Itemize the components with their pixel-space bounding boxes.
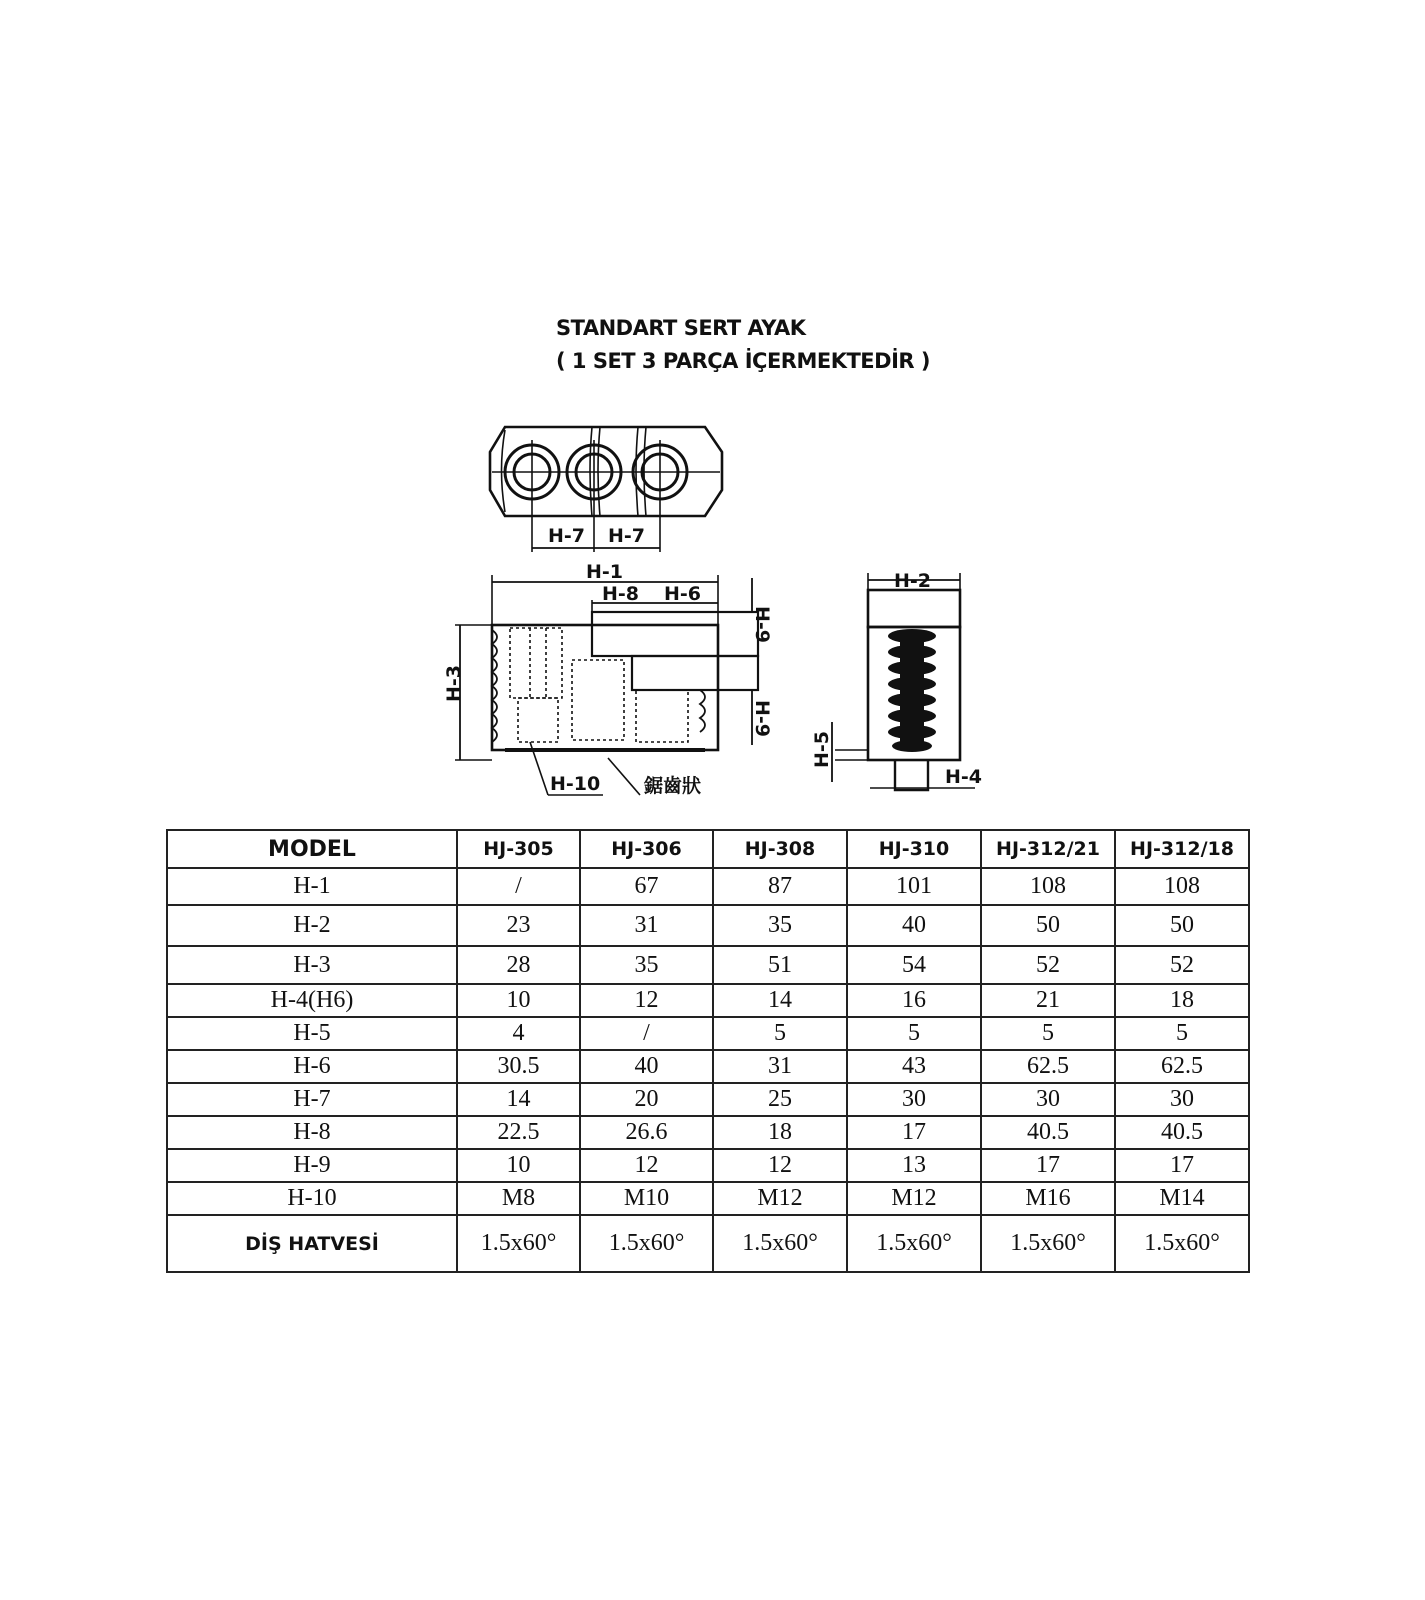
table-cell: 35 [713,905,847,946]
side-view [455,575,758,795]
table-cell: 12 [580,984,713,1017]
header-cell: MODEL [167,830,457,868]
table-row [167,946,1249,984]
label-h4: H-4 [945,766,983,788]
row-label: H-1 [167,868,457,905]
table-cell: 17 [981,1149,1115,1182]
label-h3: H-3 [443,664,465,702]
table-cell: 12 [713,1149,847,1182]
table-cell: 12 [580,1149,713,1182]
table-cell: 5 [713,1017,847,1050]
label-h6: H-6 [664,583,702,605]
table-cell: 50 [981,905,1115,946]
table-cell: 5 [1115,1017,1249,1050]
table-cell: 23 [457,905,580,946]
table-cell: 62.5 [1115,1050,1249,1083]
label-h9-a: H-9 [751,606,773,644]
table-cell: 30 [847,1083,981,1116]
table-cell: 26.6 [580,1116,713,1149]
table-cell: 30.5 [457,1050,580,1083]
table-cell: 40 [580,1050,713,1083]
table-row [167,1050,1249,1083]
row-label: H-4(H6) [167,984,457,1017]
table-cell: 18 [1115,984,1249,1017]
table-cell: 1.5x60° [580,1215,713,1272]
table-row [167,1116,1249,1149]
row-label: H-3 [167,946,457,984]
row-label: H-10 [167,1182,457,1215]
table-cell: 101 [847,868,981,905]
table-cell: 62.5 [981,1050,1115,1083]
table-cell: 30 [1115,1083,1249,1116]
header-cell: HJ-305 [457,830,580,868]
label-h7-b: H-7 [608,525,646,547]
table-cell: 108 [1115,868,1249,905]
table-cell: 108 [981,868,1115,905]
table-cell: 40.5 [981,1116,1115,1149]
table-cell: 35 [580,946,713,984]
table-cell: 14 [713,984,847,1017]
top-view [490,427,722,552]
table-row [167,905,1249,946]
table-row [167,1215,1249,1272]
title-line-2: ( 1 SET 3 PARÇA İÇERMEKTEDİR ) [556,349,930,373]
table-cell: 30 [981,1083,1115,1116]
table-cell: 43 [847,1050,981,1083]
table-row [167,1083,1249,1116]
table-cell: 1.5x60° [981,1215,1115,1272]
serration-profile [888,629,936,752]
table-cell: 4 [457,1017,580,1050]
row-label: H-9 [167,1149,457,1182]
label-h10: H-10 [550,773,601,795]
table-cell: 17 [847,1116,981,1149]
table-cell: M8 [457,1182,580,1215]
table-cell: 1.5x60° [713,1215,847,1272]
label-h5: H-5 [811,730,833,768]
table-cell: 5 [981,1017,1115,1050]
table-cell: 10 [457,984,580,1017]
table-cell: 1.5x60° [457,1215,580,1272]
table-cell: M10 [580,1182,713,1215]
header-cell: HJ-312/21 [981,830,1115,868]
row-label: H-8 [167,1116,457,1149]
table-cell: 31 [713,1050,847,1083]
label-h7-a: H-7 [548,525,586,547]
table-cell: 28 [457,946,580,984]
table-cell: / [580,1017,713,1050]
table-cell: 17 [1115,1149,1249,1182]
table-cell: 67 [580,868,713,905]
table-cell: 13 [847,1149,981,1182]
label-h9-b: H-9 [751,700,773,738]
row-label: H-7 [167,1083,457,1116]
row-label: DİŞ HATVESİ [167,1215,457,1272]
table-header-row [167,830,1249,868]
table-cell: 22.5 [457,1116,580,1149]
label-h2: H-2 [894,570,932,592]
header-cell: HJ-308 [713,830,847,868]
table-cell: 20 [580,1083,713,1116]
label-h1: H-1 [586,561,624,583]
table-cell: M14 [1115,1182,1249,1215]
table-cell: 21 [981,984,1115,1017]
label-h8: H-8 [602,583,640,605]
table-cell: 31 [580,905,713,946]
row-label: H-5 [167,1017,457,1050]
table-cell: M12 [847,1182,981,1215]
table-cell: 54 [847,946,981,984]
row-label: H-6 [167,1050,457,1083]
table-cell: 87 [713,868,847,905]
table-cell: 40 [847,905,981,946]
table-cell: M12 [713,1182,847,1215]
table-row [167,984,1249,1017]
table-cell: 14 [457,1083,580,1116]
table-row [167,1017,1249,1050]
table-cell: 1.5x60° [847,1215,981,1272]
table-cell: 10 [457,1149,580,1182]
table-cell: / [457,868,580,905]
title-line-1: STANDART SERT AYAK [556,316,806,340]
spec-table [166,829,1250,1273]
table-cell: 50 [1115,905,1249,946]
row-label: H-2 [167,905,457,946]
table-cell: 18 [713,1116,847,1149]
header-cell: HJ-306 [580,830,713,868]
table-cell: 52 [981,946,1115,984]
table-cell: 52 [1115,946,1249,984]
table-cell: 1.5x60° [1115,1215,1249,1272]
table-row [167,868,1249,905]
table-cell: 25 [713,1083,847,1116]
table-cell: 5 [847,1017,981,1050]
table-row [167,1149,1249,1182]
table-cell: 51 [713,946,847,984]
label-serration: 鋸齒狀 [644,775,702,797]
table-body [167,868,1249,1272]
header-cell: HJ-312/18 [1115,830,1249,868]
table-cell: M16 [981,1182,1115,1215]
table-row [167,1182,1249,1215]
table-cell: 16 [847,984,981,1017]
header-cell: HJ-310 [847,830,981,868]
table-cell: 40.5 [1115,1116,1249,1149]
